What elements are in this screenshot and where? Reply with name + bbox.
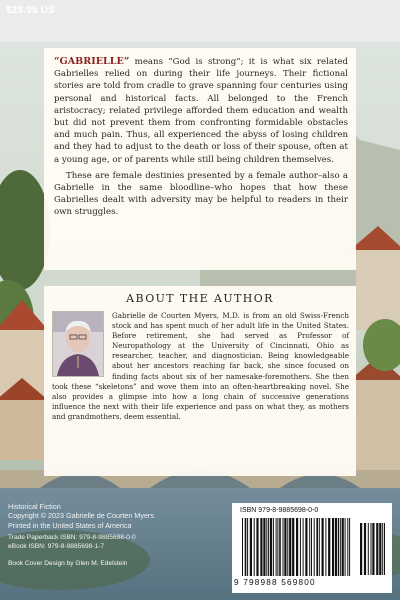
barcode-digits: 9 798988 569800 <box>234 578 316 587</box>
barcode-bar <box>276 518 277 576</box>
publication-info <box>8 502 154 530</box>
isbn-info <box>8 534 136 551</box>
barcode-bar <box>296 518 298 576</box>
trade-paperback-isbn: Trade Paperback ISBN: 979-8-9885698-0-0 <box>8 534 136 541</box>
barcode-bar <box>360 523 362 575</box>
barcode-bar <box>277 518 278 576</box>
barcode-bar <box>283 518 284 576</box>
barcode-bar <box>273 518 274 576</box>
barcode-bar <box>342 518 344 576</box>
barcode-bar <box>300 518 301 576</box>
barcode-bar <box>338 518 339 576</box>
barcode-bar <box>384 523 385 575</box>
barcode-bar <box>325 518 326 576</box>
barcode-bar <box>250 518 252 576</box>
barcode-isbn-label: ISBN 979-8-9885698-0-0 <box>240 507 319 514</box>
barcode-bar <box>260 518 262 576</box>
barcode-bar <box>305 518 307 576</box>
blurb-paragraph-2: These are female destinies presented by a female author–also a Gabrielle in the same bloodline–who hopes that how these Gabrielles dealt with adversity may be helpful to readers in their own struggles. <box>54 170 348 218</box>
blurb-paragraph-1 <box>54 56 348 166</box>
barcode-bar <box>335 518 337 576</box>
barcode-bar <box>371 523 372 575</box>
barcode-bar <box>347 518 348 576</box>
printed-line: Printed in the United States of America <box>8 520 132 530</box>
cover-design-credit: Book Cover Design by Glen M. Edelstein <box>8 560 128 567</box>
price-label: $29.95 US <box>6 5 56 16</box>
barcode-bar <box>376 523 378 575</box>
barcode-bar <box>289 518 291 576</box>
barcode-bar <box>270 518 272 576</box>
barcode-bar <box>256 518 258 576</box>
barcode-bar <box>322 518 324 576</box>
barcode-bar <box>332 518 334 576</box>
barcode-bar <box>268 518 269 576</box>
price-addon-barcode <box>360 523 388 575</box>
barcode-bar <box>303 518 304 576</box>
barcode-bar <box>364 523 366 575</box>
barcode-bar <box>245 518 247 576</box>
ebook-isbn: eBook ISBN: 979-8-9885698-1-7 <box>8 542 105 550</box>
barcode-bar <box>319 518 320 576</box>
barcode-bar <box>382 523 383 575</box>
barcode-bar <box>316 518 318 576</box>
isbn-barcode <box>242 518 352 576</box>
barcode-bar <box>263 518 265 576</box>
barcode-bar <box>349 518 350 576</box>
author-photo <box>52 311 104 377</box>
barcode-bar <box>254 518 255 576</box>
barcode-bar <box>284 518 286 576</box>
barcode-bar <box>345 518 346 576</box>
barcode-bar <box>247 518 248 576</box>
genre-label: Historical Fiction <box>8 502 61 511</box>
barcode-bar <box>242 518 243 576</box>
back-cover-blurb <box>54 56 348 219</box>
about-the-author-heading: ABOUT THE AUTHOR <box>126 292 274 305</box>
author-bio-text: Gabrielle de Courten Myers, M.D. is from an old Swiss-French stock and has spent much of her adult life in the United States. Before retirement, she had served as Professor of Neuropathology at the University of Cincinnati, Ohio as researcher, teacher, and diagnostician. Being knowledgeable about her ancestors reaching far back, she since focused on finding facts about six of her namesake-foremothers. She then took these “skeletons” and wove them into an often-heartbreaking novel. She also provides a glimpse into how a long chain of successive generations influence the next with their life experience and pass on what they, as mothers and grandmothers, deem essential. <box>52 311 349 421</box>
barcode-bar <box>328 518 330 576</box>
barcode-bar <box>368 523 369 575</box>
barcode-bar <box>372 523 374 575</box>
gabrielle-lead-word: “GABRIELLE” <box>54 56 130 67</box>
barcode-bar <box>309 518 310 576</box>
barcode-bar <box>340 518 341 576</box>
barcode-bar <box>314 518 315 576</box>
blurb-paragraph-1-text: means “God is strong”; it is what six related Gabrielles relied on during their life journeys. Their fictional stories are told from cradle to grave spanning four centuries using personal and historical facts. All belonged to the French aristocracy; related privilege afforded them education and wealth but did not prevent them from confronting formidable obstacles and much pain. Thus, all experienced the abyss of losing children and they had to adjust to the death or loss of their spouse, often at a young age, or of parents while still being children themselves. <box>54 57 348 165</box>
barcode-bar <box>287 518 288 576</box>
barcode-bar <box>292 518 294 576</box>
barcode-bar <box>279 518 281 576</box>
copyright-line: Copyright © 2023 Gabrielle de Courten Myers <box>8 511 154 521</box>
barcode-bar <box>311 518 312 576</box>
barcode-bar <box>379 523 381 575</box>
barcode-bar <box>266 518 267 576</box>
